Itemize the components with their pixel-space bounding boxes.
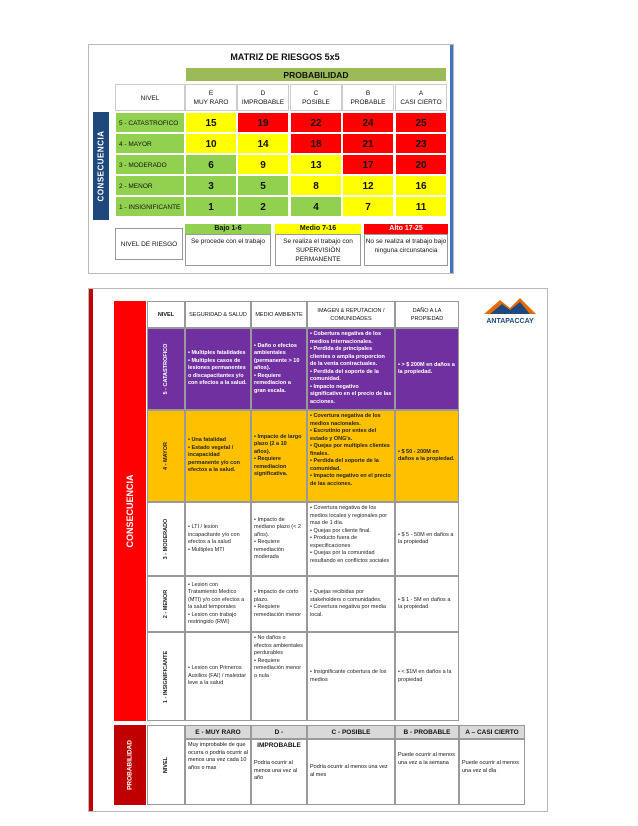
level-medio-text: Se realiza el trabajo con SUPERVISIÓN PERMANENTE (275, 234, 361, 266)
row-label-moderado: 3 - MODERADO (115, 154, 185, 175)
prob-text-e: Muy improbable de que ocurra o podria ocurrir al menos una vez cada 10 años o mas (185, 739, 251, 805)
svg-text:ANTAPACCAY: ANTAPACCAY (486, 318, 534, 325)
prob-header-d: D - IMPROBABLE (251, 725, 307, 739)
cell-seguridad: • LTI / lesion incapacitante y/o con efectos a la salud • Multiples MTI (185, 502, 251, 576)
level-insignificante: 1 - INSIGNIFICANTE (147, 632, 185, 721)
cell-seguridad: • Lesion con Primeros Auxilios (FAI) / malestar leve a la salud (185, 632, 251, 721)
matrix-cell: 20 (395, 154, 447, 175)
level-menor: 2 - MENOR (147, 576, 185, 632)
matrix-cell: 18 (290, 133, 342, 154)
prob-text-a: Puede ocurrir al menos una vez al día (459, 739, 525, 805)
column-header-e: E MUY RARO (185, 84, 237, 111)
level-bajo-text: Se procede con el trabajo (185, 234, 271, 266)
row-label-mayor: 4 - MAYOR (115, 133, 185, 154)
header-medio-ambiente: MEDIO AMBIENTE (251, 301, 307, 328)
cell-seguridad: • Multiples fatalidades • Multiples casos de lesiones permanentes o discapacitantes y/o con efectos a la salud. (185, 328, 251, 410)
cell-medio-ambiente: • No daños o efectos ambientales perdurables • Requiere remediación menor o nula (251, 632, 307, 721)
matrix-cell: 14 (237, 133, 289, 154)
matrix-cell: 17 (342, 154, 394, 175)
matrix-cell: 7 (342, 196, 394, 217)
matrix-cell: 3 (185, 175, 237, 196)
prob-header-a: A – CASI CIERTO (459, 725, 525, 739)
matrix-title: MATRIZ DE RIESGOS 5x5 (230, 52, 340, 62)
header-nivel: NIVEL (147, 301, 185, 328)
cell-medio-ambiente: • Impacto de mediano plazo (< 2 años). • Requiere remediación moderada (251, 502, 307, 576)
card-edge (89, 289, 93, 811)
matrix-cell: 24 (342, 112, 394, 133)
prob-text-c: Podria ocurrir al menos una vez al mes (307, 739, 395, 805)
cell-imagen: • Cobertura negativa de los medios internacionales. • Perdida de principales clientes o amplia proporcion de la venta contractuales. • Perdida del soporte de la comunidad. • Impacto negativo significativo en el precio de las acciones. (307, 328, 395, 410)
matrix-cell: 23 (395, 133, 447, 154)
header-imagen: IMAGEN & REPUTACION / COMUNIDADES (307, 301, 395, 328)
cell-dano: • $ 50 - 200M en daños a la propiedad. (395, 410, 459, 502)
cell-medio-ambiente: • Daño o efectos ambientales (permanente > 10 años). • Requiere remediacion a gran escala. (251, 328, 307, 410)
matrix-cell: 12 (342, 175, 394, 196)
matrix-cell: 9 (237, 154, 289, 175)
consequence-side-label: CONSECUENCIA (93, 112, 109, 220)
column-header-a: A CASI CIERTO (395, 84, 447, 111)
matrix-cell: 19 (237, 112, 289, 133)
column-header-b: B PROBABLE (342, 84, 394, 111)
matrix-cell: 11 (395, 196, 447, 217)
probability-side-label: PROBABILIDAD (114, 725, 146, 805)
matrix-cell: 10 (185, 133, 237, 154)
prob-text-d: Podria ocurrir al menos una vez al año (251, 739, 307, 805)
cell-dano: • $ 5 - 50M en daños a la propiedad (395, 502, 459, 576)
matrix-cell: 22 (290, 112, 342, 133)
matrix-cell: 5 (237, 175, 289, 196)
header-seguridad: SEGURIDAD & SALUD (185, 301, 251, 328)
matrix-cell: 1 (185, 196, 237, 217)
level-medio: Medio 7-16 (275, 224, 361, 234)
row-label-insignificante: 1 - INSIGNIFICANTE (115, 196, 185, 217)
prob-text-b: Puede ocurrir al menos una vez a la semana (395, 739, 459, 805)
cell-imagen: • Insignificante cobertura de los medios (307, 632, 395, 721)
row-label-catastrofico: 5 - CATASTROFICO (115, 112, 185, 133)
matrix-cell: 21 (342, 133, 394, 154)
level-catastrofico: 5 - CATASTROFICO (147, 328, 185, 410)
matrix-cell: 16 (395, 175, 447, 196)
cell-imagen: • Covertura negativa de los medios nacionales. • Escrutinio por entes del estado y ONG's. • Quejas por multiples clientes finales. • Perdida del soporte de la comunidad. • Impacto negativo en el precio de las acciones. (307, 410, 395, 502)
cell-medio-ambiente: • Impacto de corto plazo. • Requiere remediación menor (251, 576, 307, 632)
cell-seguridad: • Una fatalidad • Estado vegetal / incapacidad permanente y/o con efectos a la salud. (185, 410, 251, 502)
column-header-c: C POSIBLE (290, 84, 342, 111)
cell-dano: • < $1M en daños a la propiedad (395, 632, 459, 721)
row-label-menor: 2 - MENOR (115, 175, 185, 196)
nivel-header: NIVEL (115, 84, 185, 111)
matrix-cell: 25 (395, 112, 447, 133)
cell-imagen: • Covertura negativa de los medios locales y regionales por mas de 1 día. • Quejas por cliente final. • Producto fuera de especificaciones • Quejas por la comunidad resultando en conflictos sociales (307, 502, 395, 576)
antapaccay-logo (480, 294, 540, 326)
matrix-cell: 6 (185, 154, 237, 175)
cell-imagen: • Quejas recibidas por stakeholders o comunidades. • Covertura negativa por media local. (307, 576, 395, 632)
level-bajo: Bajo 1-6 (185, 224, 271, 234)
level-alto: Alto 17-25 (364, 224, 448, 234)
matrix-cell: 2 (237, 196, 289, 217)
prob-header-e: E - MUY RARO (185, 725, 251, 739)
header-dano: DAÑO A LA PROPIEDAD (395, 301, 459, 328)
prob-header-b: B - PROBABLE (395, 725, 459, 739)
level-mayor: 4 - MAYOR (147, 410, 185, 502)
matrix-cell: 13 (290, 154, 342, 175)
level-alto-text: No se realiza el trabajo bajo ninguna circunstancia (364, 234, 448, 266)
risk-level-label: NIVEL DE RIESGO (115, 228, 183, 260)
prob-header-c: C - POSIBLE (307, 725, 395, 739)
cell-seguridad: • Lesion con Tratamiento Medico (MTI) y/o con efectos a la salud temporales • Lesion con trabajo restringido (RWI) (185, 576, 251, 632)
level-moderado: 3 - MODERADO (147, 502, 185, 576)
probability-nivel-label: NIVEL (147, 725, 185, 805)
probability-header: PROBABILIDAD (185, 67, 447, 82)
cell-dano: • > $ 200M en daños a la propiedad. (395, 328, 459, 410)
cell-dano: • $ 1 - 5M en daños a la propiedad (395, 576, 459, 632)
matrix-cell: 15 (185, 112, 237, 133)
matrix-cell: 8 (290, 175, 342, 196)
column-header-d: D IMPROBABLE (237, 84, 289, 111)
matrix-cell: 4 (290, 196, 342, 217)
cell-medio-ambiente: • Impacto de largo plazo (2 a 10 años). • Requiere remediacion significativa. (251, 410, 307, 502)
consequence-side-label-detail: CONSECUENCIA (114, 301, 146, 721)
card-edge (450, 45, 453, 273)
